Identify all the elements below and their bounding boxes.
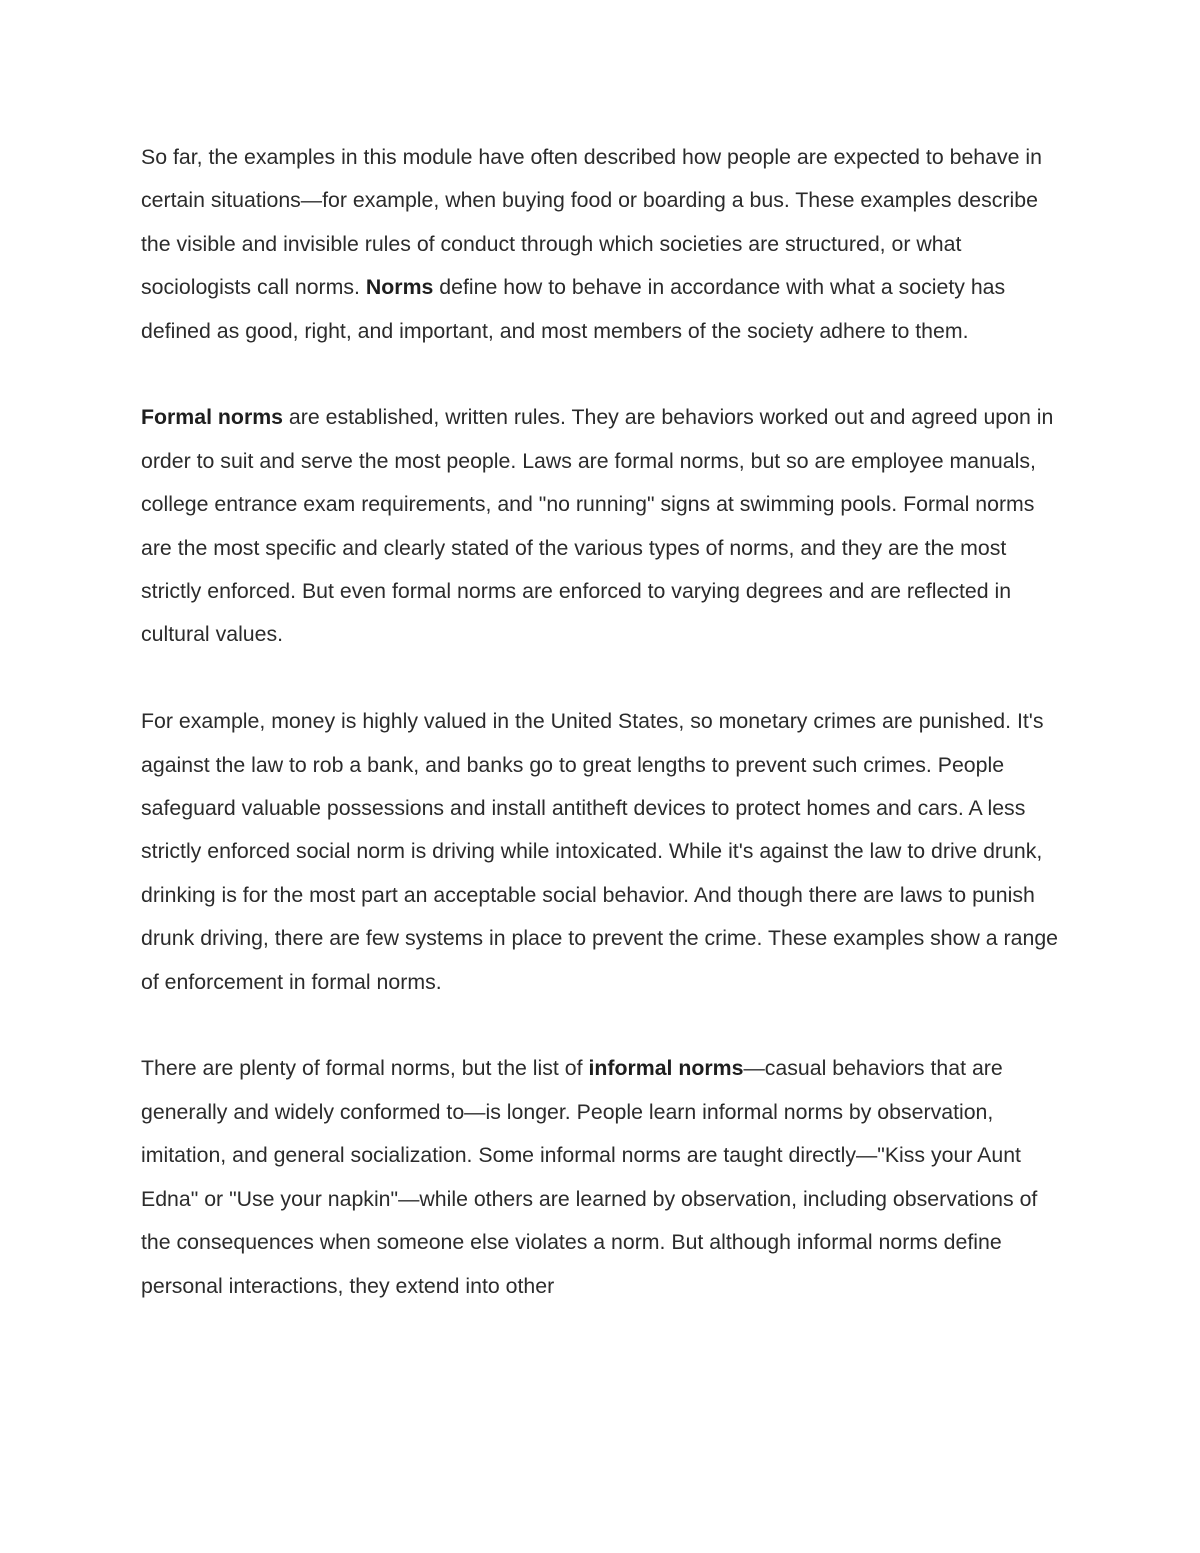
paragraph-informal-norms xyxy=(141,1047,1066,1307)
paragraph-text: —casual behaviors that are generally and widely conformed to—is longer. People learn informal norms by observation, imitation, and general socialization. Some informal norms are taught directly—"Kiss your Aunt Edna" or "Use your napkin"—while others are learned by observation, including observations of the consequences when someone else violates a norm. But although informal norms define personal interactions, they extend into other xyxy=(141,1056,1038,1298)
paragraph-norms xyxy=(141,136,1066,353)
paragraph-text: There are plenty of formal norms, but the list of xyxy=(141,1056,589,1081)
term-informal-norms: informal norms xyxy=(588,1056,744,1081)
term-formal-norms: Formal norms xyxy=(141,405,284,430)
paragraph-formal-norms xyxy=(141,396,1066,656)
document-body xyxy=(141,136,1066,1351)
term-norms: Norms xyxy=(365,275,434,300)
paragraph-text: are established, written rules. They are behaviors worked out and agreed upon in order to suit and serve the most people. Laws are formal norms, but so are employee manuals, college entrance exam requirements, and "no running" signs at swimming pools. Formal norms are the most specific and clearly stated of the various types of norms, and they are the most strictly enforced. But even formal norms are enforced to varying degrees and are reflected in cultural values. xyxy=(141,405,1054,647)
paragraph-text: For example, money is highly valued in the United States, so monetary crimes are punished. It's against the law to rob a bank, and banks go to great lengths to prevent such crimes. People safeguard valuable possessions and install antitheft devices to protect homes and cars. A less strictly enforced social norm is driving while intoxicated. While it's against the law to drive drunk, drinking is for the most part an acceptable social behavior. And though there are laws to punish drunk driving, there are few systems in place to prevent the crime. These examples show a range of enforcement in formal norms. xyxy=(141,709,1059,994)
paragraph-money-example xyxy=(141,700,1066,1004)
paragraph-text: define how to behave in accordance with what a society has defined as good, right, and important, and most members of the society adhere to them. xyxy=(141,275,1006,343)
paragraph-text: So far, the examples in this module have often described how people are expected to behave in certain situations—for example, when buying food or boarding a bus. These examples describe the visible and invisible rules of conduct through which societies are structured, or what sociologists call norms. xyxy=(141,145,1042,300)
